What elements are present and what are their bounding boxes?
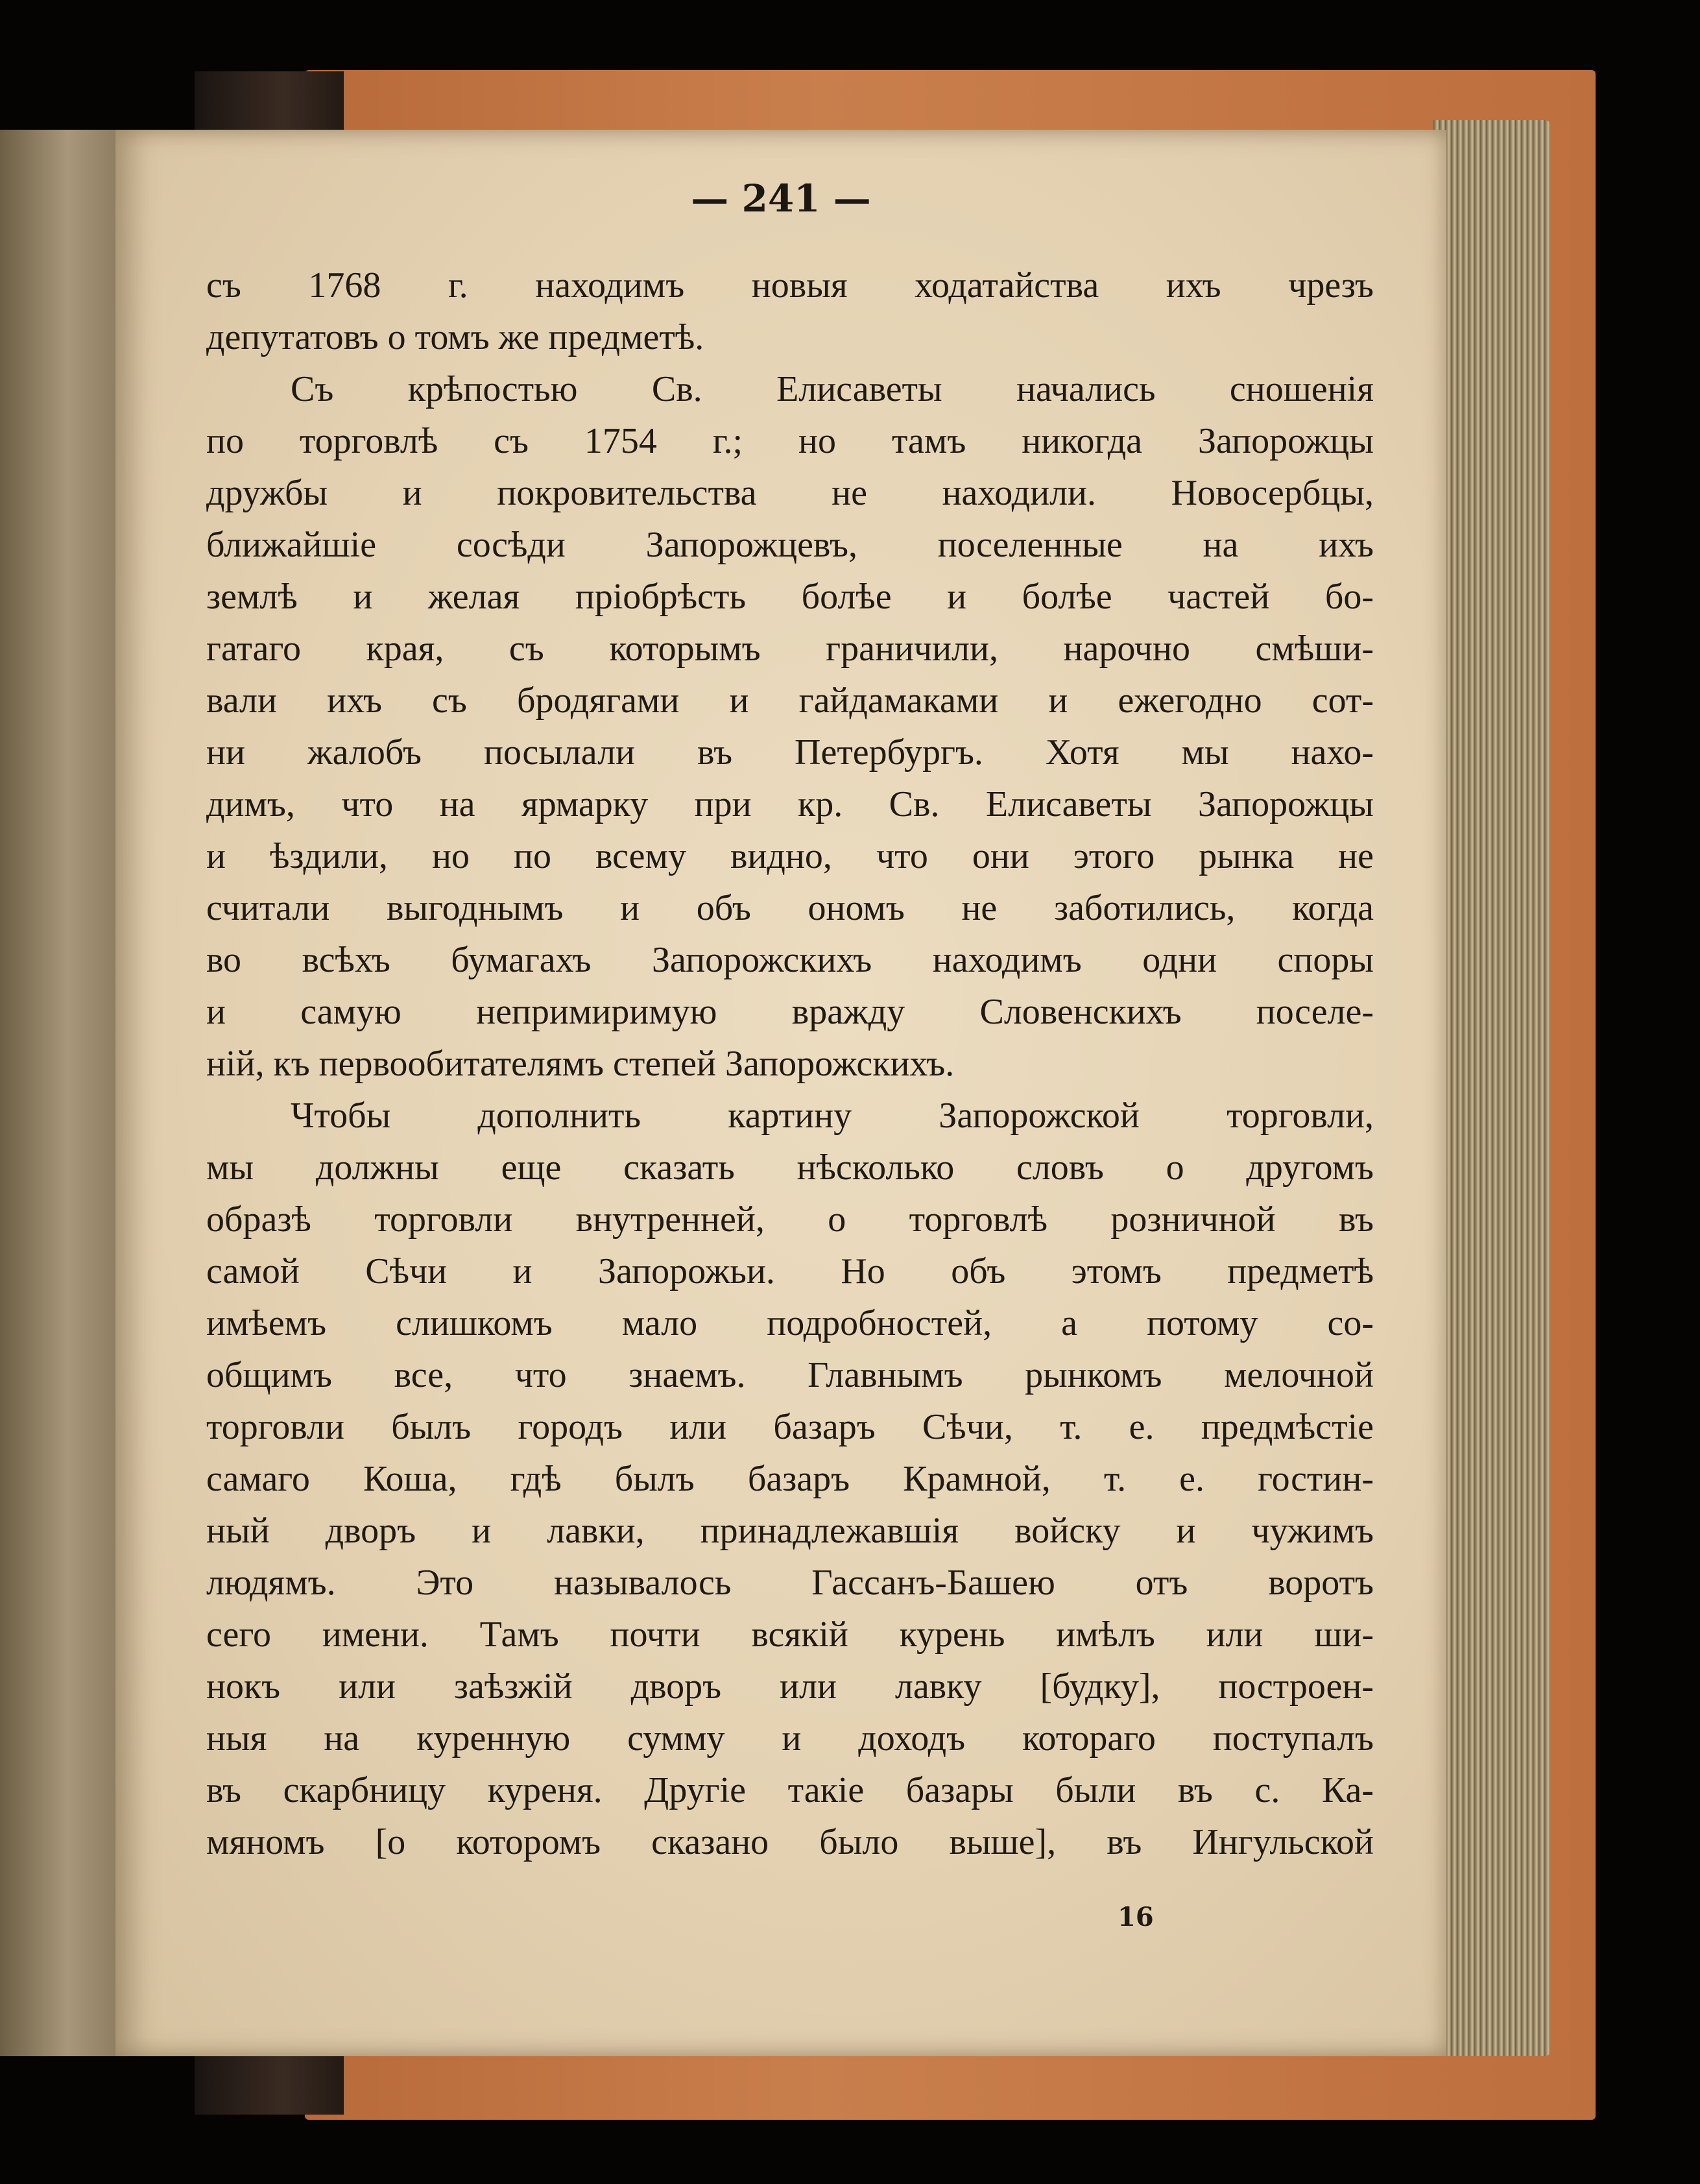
text-line: гатаго края, съ которымъ граничили, нарочно смѣши- [206, 629, 1374, 669]
text-line: и ѣздили, но по всему видно, что они этого рынка не [206, 836, 1374, 876]
text-line: и самую непримиримую вражду Словенскихъ поселе- [206, 992, 1374, 1032]
text-line: самаго Коша, гдѣ былъ базаръ Крамной, т. е. гостин- [206, 1459, 1374, 1499]
text-line: нокъ или заѣзжій дворъ или лавку [будку], построен- [206, 1666, 1374, 1707]
text-line: мы должны еще сказать нѣсколько словъ о другомъ [206, 1147, 1374, 1188]
page-number: — 241 — [691, 176, 871, 221]
text-line: сего имени. Тамъ почти всякій курень имѣлъ или ши- [206, 1614, 1374, 1655]
text-line: ній, къ первообитателямъ степей Запорожскихъ. [206, 1044, 955, 1084]
text-line: дружбы и покровительства не находили. Новосербцы, [206, 473, 1374, 513]
text-line: димъ, что на ярмарку при кр. Св. Елисаветы Запорожцы [206, 784, 1374, 824]
text-line: мяномъ [о которомъ сказано было выше], въ Ингульской [206, 1822, 1374, 1862]
text-line: по торговлѣ съ 1754 г.; но тамъ никогда Запорожцы [206, 421, 1374, 461]
text-line: депутатовъ о томъ же предметѣ. [206, 317, 704, 357]
paragraph-start: Чтобы дополнить картину Запорожской торговли, [291, 1096, 1374, 1136]
text-line: торговли былъ городъ или базаръ Сѣчи, т. е. предмѣстіе [206, 1407, 1374, 1447]
text-line: ни жалобъ посылали въ Петербургъ. Хотя мы нахо- [206, 732, 1374, 773]
text-line: ный дворъ и лавки, принадлежавшія войску и чужимъ [206, 1511, 1374, 1551]
text-line: ближайшіе сосѣди Запорожцевъ, поселенные на ихъ [206, 525, 1374, 565]
paragraph-start: Съ крѣпостью Св. Елисаветы начались сношенія [291, 369, 1374, 409]
text-line: общимъ все, что знаемъ. Главнымъ рынкомъ мелочной [206, 1355, 1374, 1395]
text-line: въ скарбницу куреня. Другіе такіе базары были въ с. Ка- [206, 1770, 1374, 1810]
text-line: ныя на куренную сумму и доходъ котораго поступалъ [206, 1718, 1374, 1758]
page-stack-edges [1433, 120, 1550, 2056]
text-line: образѣ торговли внутренней, о торговлѣ розничной въ [206, 1199, 1374, 1240]
text-line: землѣ и желая пріобрѣсть болѣе и болѣе частей бо- [206, 577, 1374, 617]
left-page-edge [0, 130, 123, 2056]
text-line: людямъ. Это называлось Гассанъ-Башею отъ воротъ [206, 1563, 1374, 1603]
body-text [206, 259, 1374, 1868]
text-line: имѣемъ слишкомъ мало подробностей, а потому со- [206, 1303, 1374, 1343]
text-line: вали ихъ съ бродягами и гайдамаками и ежегодно сот- [206, 680, 1374, 721]
signature-mark: 16 [1118, 1902, 1154, 1932]
text-line: считали выгоднымъ и объ ономъ не заботились, когда [206, 888, 1374, 928]
text-line: съ 1768 г. находимъ новыя ходатайства ихъ чрезъ [206, 265, 1374, 306]
text-line: во всѣхъ бумагахъ Запорожскихъ находимъ одни споры [206, 940, 1374, 980]
text-line: самой Сѣчи и Запорожьи. Но объ этомъ предметѣ [206, 1251, 1374, 1291]
book-page [115, 130, 1446, 2056]
